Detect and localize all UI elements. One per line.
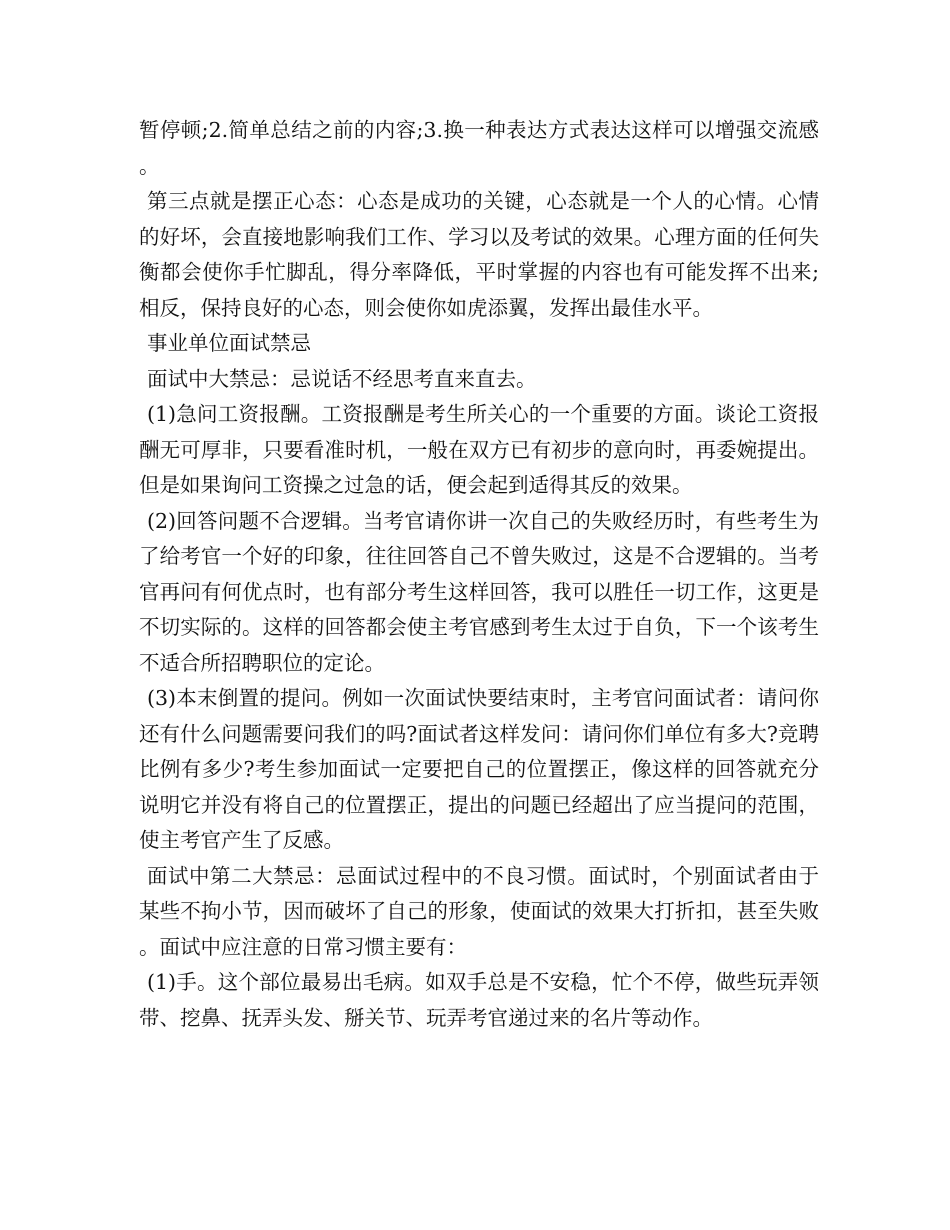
paragraph-mindset: 第三点就是摆正心态：心态是成功的关键，心态就是一个人的心情。心情的好坏，会直接地影响我们工作、学习以及考试的效果。心理方面的任何失衡都会使你手忙脚乱，得分率降低，平时掌握的内容也有可能发挥不出来;相反，保持良好的心态，则会使你如虎添翼，发挥出最佳水平。 [139,189,819,320]
paragraph-questions: (3)本末倒置的提问。例如一次面试快要结束时，主考官问面试者：请问你还有什么问题需要问我们的吗?面试者这样发问：请问你们单位有多大?竞聘比例有多少?考生参加面试一定要把自己的位置摆正，像这样的回答就充分说明它并没有将自己的位置摆正，提出的问题已经超出了应当提问的范围，使主考官产生了反感。 [139,686,819,852]
paragraph-salary: (1)急问工资报酬。工资报酬是考生所关心的一个重要的方面。谈论工资报酬无可厚非，只要看准时机，一般在双方已有初步的意向时，再委婉提出。但是如果询问工资操之过急的话，便会起到适得其反的效果。 [139,402,819,497]
section-heading: 事业单位面试禁忌 [147,331,311,355]
paragraph-logic: (2)回答问题不合逻辑。当考官请你讲一次自己的失败经历时，有些考生为了给考官一个好的印象，往往回答自己不曾失败过，这是不合逻辑的。当考官再问有何优点时，也有部分考生这样回答，我可以胜任一切工作，这更是不切实际的。这样的回答都会使主考官感到考生太过于自负，下一个该考生不适合所招聘职位的定论。 [139,508,819,675]
paragraph-taboo-two: 面试中第二大禁忌：忌面试过程中的不良习惯。面试时，个别面试者由于某些不拘小节，因而破坏了自己的形象，使面试的效果大打折扣，甚至失败。面试中应注意的日常习惯主要有： [139,863,819,959]
paragraph-hands: (1)手。这个部位最易出毛病。如双手总是不安稳，忙个不停，做些玩弄领带、挖鼻、抚弄头发、掰关节、玩弄考官递过来的名片等动作。 [139,970,819,1030]
paragraph-taboo-one: 面试中大禁忌：忌说话不经思考直来直去。 [147,366,537,391]
paragraph-continuation: 暂停顿;2.简单总结之前的内容;3.换一种表达方式表达这样可以增强交流感。 [139,118,819,178]
document-body [139,113,819,1036]
